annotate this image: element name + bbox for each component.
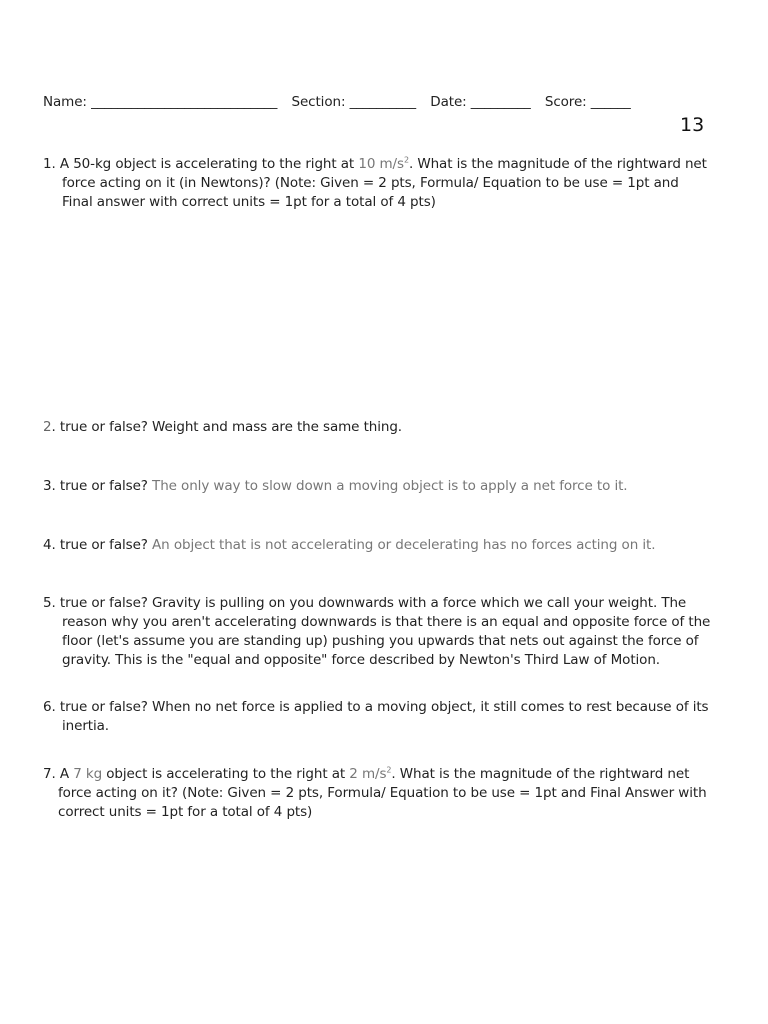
question-5-line-1: 5. true or false? Gravity is pulling on you downwards with a force which we call your weight. The [43, 595, 687, 611]
question-2-text: . true or false? Weight and mass are the same thing. [51, 419, 402, 435]
question-5-line-4: gravity. This is the "equal and opposite" force described by Newton's Third Law of Motion. [62, 652, 660, 668]
question-3-prefix: 3. true or false? [43, 478, 153, 494]
header-row [43, 93, 723, 112]
question-6-line-2: inertia. [62, 718, 109, 734]
question-5-line-2: reason why you aren't accelerating downwards is that there is an equal and opposite force of the [62, 614, 711, 630]
question-4 [43, 536, 719, 555]
question-2 [43, 418, 719, 437]
acceleration-value: 10 m/s [358, 156, 404, 172]
question-7-line-3: correct units = 1pt for a total of 4 pts) [58, 804, 313, 820]
question-1-line-2: force acting on it (in Newtons)? (Note: Given = 2 pts, Formula/ Equation to be use = 1pt and [62, 175, 679, 191]
score-field[interactable]: Score: ______ [544, 94, 631, 110]
question-3-statement: The only way to slow down a moving object is to apply a net force to it. [152, 478, 628, 494]
question-1-line-1: 1. A 50-kg object is accelerating to the right at 10 $m/s^2$. What is the magnitude of the rightward net [43, 155, 707, 172]
mass-value: 7 kg [73, 766, 103, 782]
question-4-prefix: 4. true or false? [43, 537, 153, 553]
name-field[interactable]: Name: ____________________________ [43, 94, 278, 110]
question-3 [43, 477, 719, 496]
question-1 [43, 155, 719, 212]
question-7-line-1: 7. A 7 kg object is accelerating to the right at 2 $m/s^2$. What is the magnitude of the rightward net [43, 765, 690, 782]
question-1-line-3: Final answer with correct units = 1pt for a total of 4 pts) [62, 194, 436, 210]
question-7 [43, 765, 719, 822]
question-6 [43, 698, 719, 736]
date-field[interactable]: Date: _________ [430, 94, 531, 110]
question-7-line-2: force acting on it? (Note: Given = 2 pts, Formula/ Equation to be use = 1pt and Final Answer with [58, 785, 707, 801]
question-5 [43, 594, 719, 670]
question-4-statement: An object that is not accelerating or decelerating has no forces acting on it. [152, 537, 656, 553]
question-2-number: 2 [43, 419, 52, 435]
question-5-line-3: floor (let's assume you are standing up) pushing you upwards that nets out against the force of [62, 633, 699, 649]
acceleration-value: 2 m/s [349, 766, 387, 782]
section-field[interactable]: Section: __________ [291, 94, 417, 110]
handwritten-score: 13 [680, 114, 705, 136]
question-6-line-1: 6. true or false? When no net force is applied to a moving object, it still comes to rest because of its [43, 699, 709, 715]
